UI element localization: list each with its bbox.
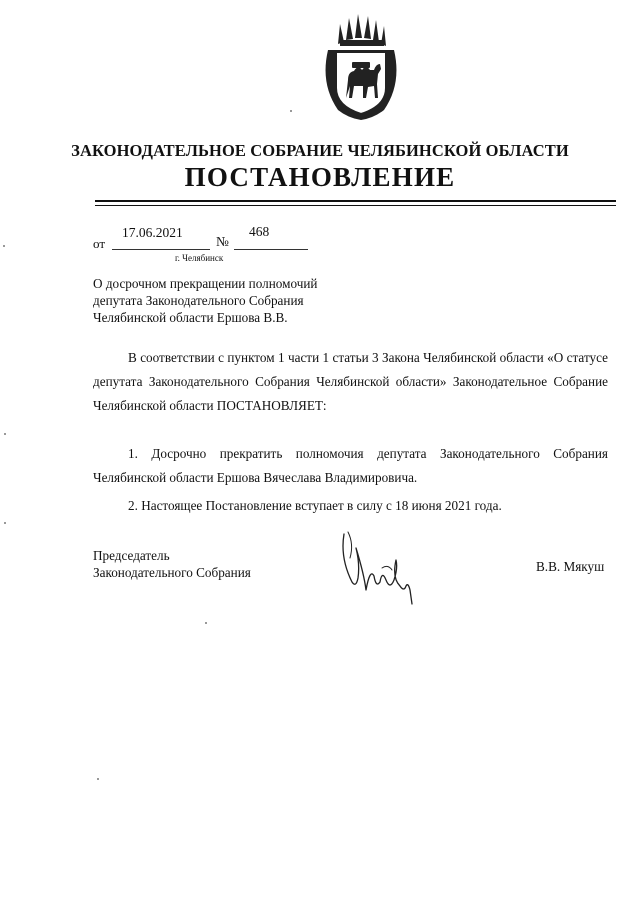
subject-line: О досрочном прекращении полномочий bbox=[93, 276, 318, 291]
document-number: 468 bbox=[249, 224, 270, 239]
header-rule-thick bbox=[95, 200, 616, 202]
subject-line: Челябинской области Ершова В.В. bbox=[93, 310, 288, 325]
number-label: № bbox=[216, 234, 229, 249]
signer-position bbox=[93, 547, 293, 581]
city-label: г. Челябинск bbox=[175, 253, 224, 263]
document-type-title: ПОСТАНОВЛЕНИЕ bbox=[184, 162, 456, 192]
header-rule-thin bbox=[95, 205, 616, 206]
handwritten-signature bbox=[336, 528, 416, 606]
organization-title: ЗАКОНОДАТЕЛЬНОЕ СОБРАНИЕ ЧЕЛЯБИНСКОЙ ОБЛАСТИ bbox=[71, 141, 569, 160]
scan-speck bbox=[97, 778, 99, 780]
date-from-label: от bbox=[93, 236, 106, 251]
scan-speck bbox=[4, 522, 6, 524]
chelyabinsk-coat-of-arms-icon bbox=[318, 14, 404, 122]
document-date: 17.06.2021 bbox=[122, 225, 183, 240]
scan-speck bbox=[205, 622, 207, 624]
subject-line: депутата Законодательного Собрания bbox=[93, 293, 304, 308]
scan-speck bbox=[3, 245, 5, 247]
signer-position-line: Председатель bbox=[93, 548, 170, 563]
document-subject bbox=[93, 275, 353, 326]
number-underline bbox=[234, 249, 308, 250]
date-underline bbox=[112, 249, 210, 250]
scan-speck bbox=[290, 110, 292, 112]
resolution-item-2: 2. Настоящее Постановление вступает в силу с 18 июня 2021 года. bbox=[128, 498, 502, 513]
signer-position-line: Законодательного Собрания bbox=[93, 565, 251, 580]
preamble-paragraph: В соответствии с пунктом 1 части 1 статьи 3 Закона Челябинской области «О статусе депутата Законодательного Собрания Челябинской области» Законодательное Собрание Челябинской области ПОСТАНОВЛЯЕТ: bbox=[93, 350, 608, 413]
resolution-item-1: 1. Досрочно прекратить полномочия депутата Законодательного Собрания Челябинской области Ершова Вячеслава Владимировича. bbox=[93, 446, 608, 485]
signer-name: В.В. Мякуш bbox=[536, 559, 605, 574]
scan-speck bbox=[4, 433, 6, 435]
